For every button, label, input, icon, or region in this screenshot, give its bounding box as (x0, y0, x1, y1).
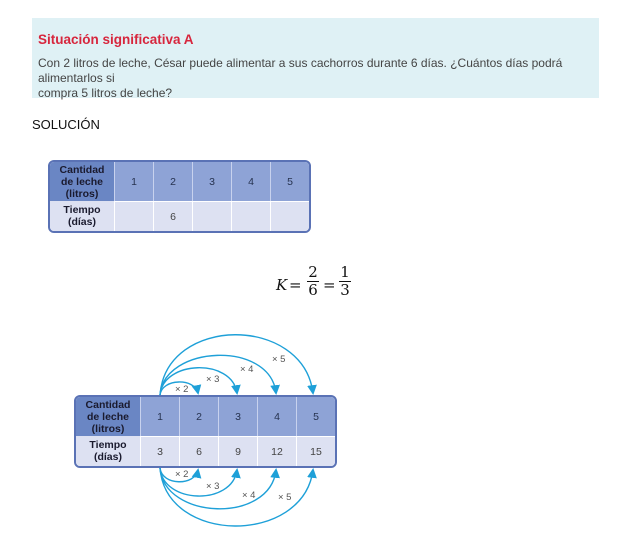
header-line: Tiempo (89, 439, 127, 451)
header-line: de leche (60, 175, 104, 188)
table-row (76, 397, 335, 436)
table-cell: 1 (140, 397, 179, 436)
header-line: Tiempo (63, 204, 101, 216)
row-header-quantity (76, 397, 140, 436)
formula-equals: = (289, 276, 302, 294)
table-cell: 6 (179, 436, 218, 466)
arc-label-top: × 2 (175, 384, 189, 395)
fraction-denominator: 6 (308, 281, 318, 299)
problem-text-line: Con 2 litros de leche, César puede alimentar a sus cachorros durante 6 días. ¿Cuántos días podrá alimentarlos si (38, 56, 563, 85)
table-cell: 2 (179, 397, 218, 436)
row-header-time (76, 436, 140, 466)
table-cell: 3 (218, 397, 257, 436)
header-line: Cantidad (85, 398, 131, 411)
arc-label-bottom: × 4 (242, 490, 256, 501)
arc-label-top: × 5 (272, 354, 286, 365)
fraction-denominator: 3 (340, 281, 350, 299)
header-line: (litros) (65, 187, 99, 200)
table-cell: 4 (231, 162, 270, 201)
table-cell: 2 (153, 162, 192, 201)
problem-title: Situación significativa A (38, 32, 194, 47)
formula-variable: K (276, 276, 288, 294)
table-cell: 12 (257, 436, 296, 466)
table-cell: 3 (192, 162, 231, 201)
table-cell: 5 (296, 397, 335, 436)
problem-text-line: compra 5 litros de leche? (38, 86, 173, 100)
table-cell: 9 (218, 436, 257, 466)
arc-label-top: × 3 (206, 374, 220, 385)
table-cell: 15 (296, 436, 335, 466)
arc-label-top: × 4 (240, 364, 254, 375)
formula-equals: = (323, 276, 336, 294)
solution-heading: SOLUCIÓN (32, 117, 100, 132)
fraction-numerator: 2 (308, 263, 318, 281)
header-line: (días) (67, 216, 96, 228)
header-line: (días) (93, 451, 122, 463)
arc-label-bottom: × 2 (175, 469, 189, 480)
fraction-numerator: 1 (340, 263, 350, 281)
table-cell: 3 (140, 436, 179, 466)
table-row (76, 436, 335, 466)
table-cell: 5 (270, 162, 309, 201)
arc-label-bottom: × 5 (278, 492, 292, 503)
proportion-table-2 (74, 395, 337, 468)
header-line: de leche (86, 410, 130, 423)
table-cell: 1 (114, 162, 153, 201)
table-cell: 6 (153, 201, 192, 231)
header-line: Cantidad (59, 163, 105, 176)
arc-label-bottom: × 3 (206, 481, 220, 492)
header-line: (litros) (91, 422, 125, 435)
table-cell: 4 (257, 397, 296, 436)
